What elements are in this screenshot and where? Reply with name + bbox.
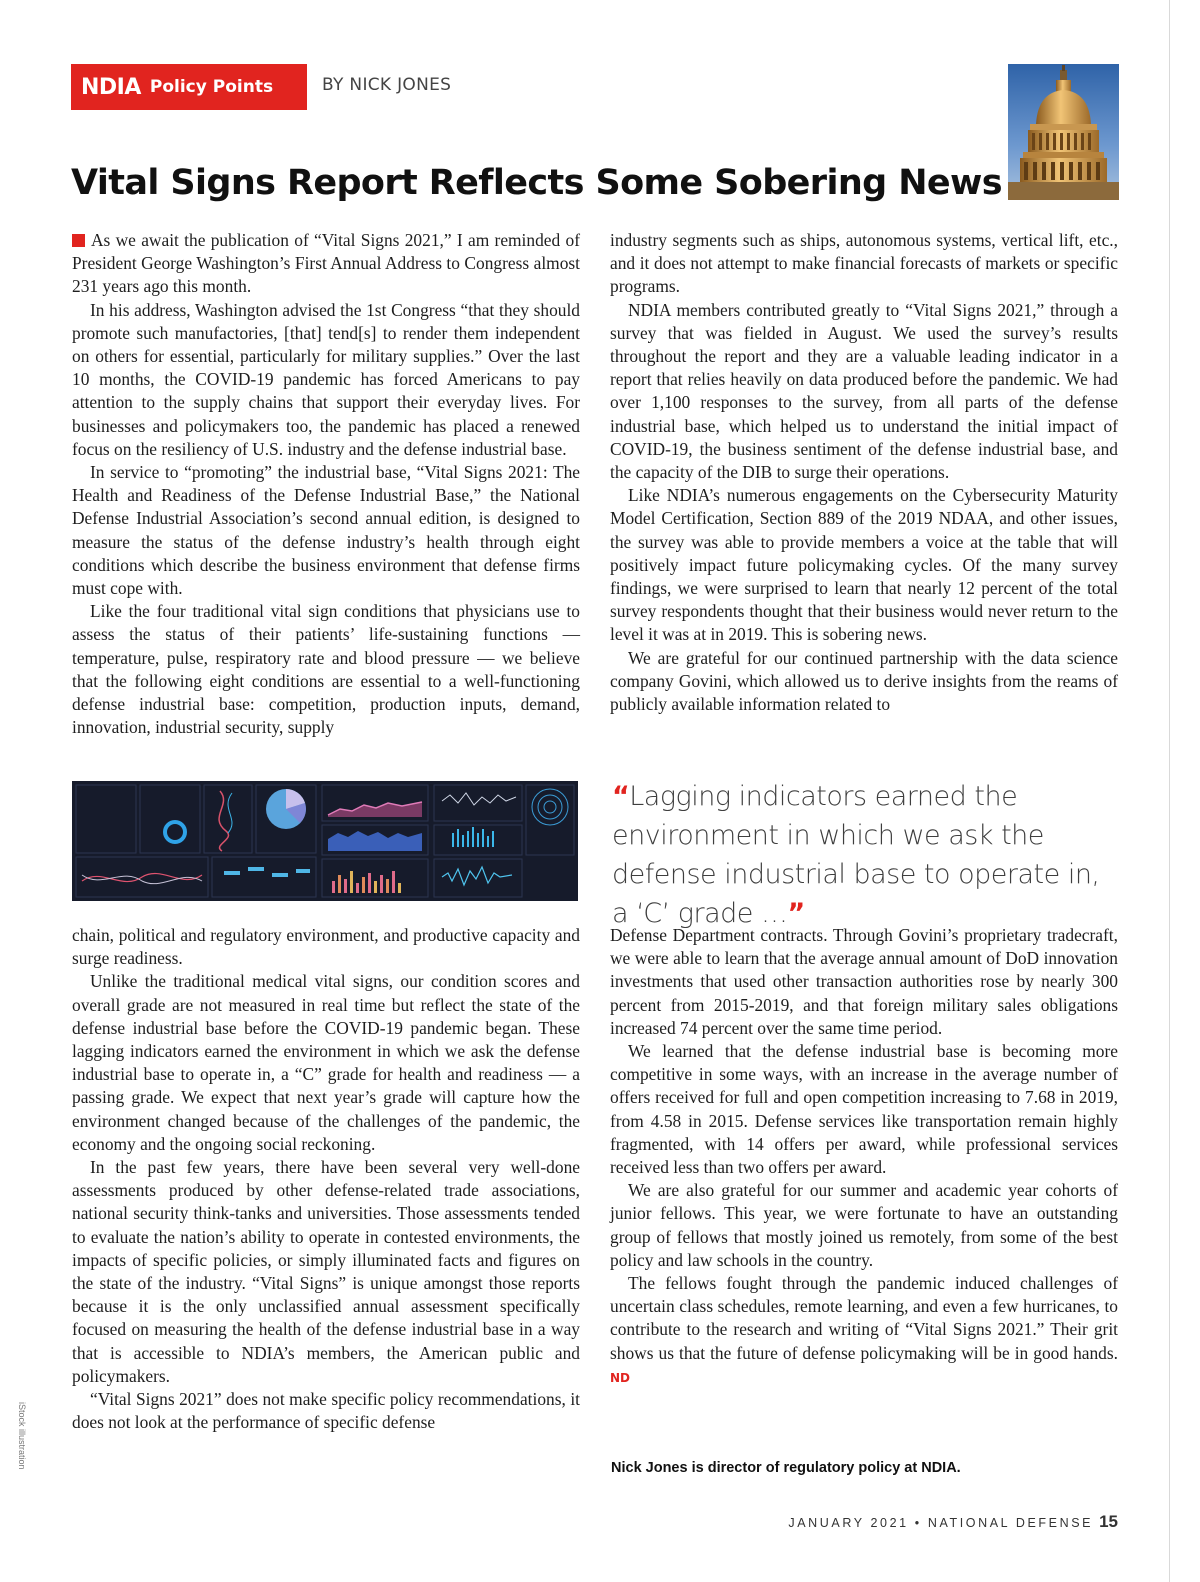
paragraph: “Vital Signs 2021” does not make specific policy recommendations, it does not look at the performance of specific defense (72, 1389, 580, 1433)
column-2 (610, 229, 1118, 716)
paragraph: Like the four traditional vital sign conditions that physicians use to assess the status of their patients’ life-sustaining functions — temperature, pulse, respiratory rate and blood pressure — we believe that the following eight conditions are essential to a well-functioning defense industrial base: competition, production inputs, demand, innovation, industrial security, supply (72, 601, 580, 738)
quote-open-mark: “ (612, 781, 630, 812)
paragraph: In service to “promoting” the industrial base, “Vital Signs 2021: The Health and Readiness of the Defense Industrial Base,” the National Defense Industrial Association’s second annual edition, is designed to measure the status of the defense industry’s health through eight conditions which describe the business environment that defense firms must cope with. (72, 462, 580, 599)
column-3 (72, 924, 580, 1434)
paragraph: We learned that the defense industrial base is becoming more competitive in some ways, with an increase in the average number of offers received for full and open competition increasing to 7.68 in 2019, from 4.58 in 2015. Defense services like transportation remain highly fragmented, with 14 offers per award, while professional services received less than two offers per award. (610, 1041, 1118, 1178)
paragraph: chain, political and regulatory environment, and productive capacity and surge readiness. (72, 925, 580, 969)
paragraph (610, 1272, 1118, 1390)
page-footer (788, 1512, 1118, 1532)
paragraph: In his address, Washington advised the 1st Congress “that they should promote such manufactories, [that] tend[s] to render them independent on others for essential, particularly for military supplies.” Over the last 10 months, the COVID-19 pandemic has forced Americans to pay attention to the supply chains that support their everyday lives. For businesses and policymakers too, the pandemic has placed a renewed focus on the resiliency of U.S. industry and the defense industrial base. (72, 299, 580, 459)
paragraph: Unlike the traditional medical vital signs, our condition scores and overall grade are not measured in real time but reflect the state of the defense industrial base before the COVID-19 pandemic began. These lagging indicators earned the environment in which we ask the defense industrial base to operate in, a “C” grade for health and readiness — a passing grade. We expect that next year’s grade will capture how the environment changed because of the challenges of the pandemic, the economy and the ongoing social reckoning. (72, 971, 580, 1154)
ndia-logo: NDIA (81, 74, 141, 100)
column-4 (610, 924, 1118, 1390)
pull-quote (612, 777, 1112, 933)
paragraph: Defense Department contracts. Through Govini’s proprietary tradecraft, we were able to learn that the average annual amount of DoD innovation investments that used other transaction authorities rose by nearly 300 percent from 2015-2019, and that foreign military sales obligations increased 74 percent over the same time period. (610, 925, 1118, 1038)
photo-credit: iStock illustration (17, 1402, 27, 1470)
paragraph: In the past few years, there have been several very well-done assessments produced by other defense-related trade associations, national security think-tanks and universities. Those assessments tended to evaluate the nation’s ability to operate in contested environments, the impacts of specific policies, or simply illuminated facts and figures on the state of the industry. “Vital Signs” is unique amongst those reports because it is the only unclassified annual assessment specifically focused on measuring the health of the defense industrial base in a way that is accessible to NDIA’s members, the American public and policymakers. (72, 1157, 580, 1386)
pull-quote-text: Lagging indicators earned the environment in which we ask the defense industrial base to operate in, a ‘C’ grade … (612, 781, 1100, 929)
issue-label: JANUARY 2021 • NATIONAL DEFENSE (788, 1516, 1094, 1530)
capitol-dome-photo (1008, 64, 1119, 200)
column-1 (72, 229, 580, 739)
page-edge (1169, 0, 1170, 1582)
paragraph-text: As we await the publication of “Vital Signs 2021,” I am reminded of President George Washington’s First Annual Address to Congress almost 231 years ago this month. (72, 230, 580, 297)
quote-close-mark: ” (787, 898, 805, 929)
paragraph: We are grateful for our continued partnership with the data science company Govini, which allowed us to derive insights from the reams of publicly available information related to (610, 647, 1118, 715)
paragraph: Like NDIA’s numerous engagements on the Cybersecurity Maturity Model Certification, Section 889 of the 2019 NDAA, and other issues, the survey was able to provide members a voice at the table that will positively impact future policymaking cycles. Of the many survey findings, we were surprised to learn that nearly 12 percent of the total survey respondents thought that their business would never return to the level it was at in 2019. This is sobering news. (610, 485, 1118, 645)
page-number: 15 (1099, 1512, 1118, 1531)
start-square-icon (72, 234, 85, 247)
section-label: Policy Points (149, 77, 274, 97)
byline: BY NICK JONES (322, 75, 452, 95)
section-badge (71, 64, 307, 110)
paragraph (72, 229, 580, 299)
dashboard-illustration (72, 781, 578, 901)
headline: Vital Signs Report Reflects Some Sobering News (71, 163, 1003, 203)
paragraph-text: The fellows fought through the pandemic induced challenges of uncertain class schedules, remote learning, and even a few hurricanes, to contribute to the research and writing of “Vital Signs 2021.” Their grit shows us that the future of defense policymaking will be in good hands. (610, 1273, 1118, 1363)
author-note: Nick Jones is director of regulatory policy at NDIA. (611, 1460, 961, 1476)
paragraph: We are also grateful for our summer and academic year cohorts of junior fellows. This year, we were fortunate to have an outstanding group of fellows that mostly joined us remotely, from some of the best policy and law schools in the country. (610, 1180, 1118, 1270)
end-mark: ND (610, 1370, 631, 1385)
paragraph: NDIA members contributed greatly to “Vital Signs 2021,” through a survey that was fielded in August. We used the survey’s results throughout the report and they are a valuable leading indicator in a report that relies heavily on data produced before the pandemic. We had over 1,100 responses to the survey, from all parts of the defense industrial base, which helped us to understand the initial impact of COVID-19, the business sentiment of the defense industrial base, and the capacity of the DIB to surge their operations. (610, 299, 1118, 483)
paragraph: industry segments such as ships, autonomous systems, vertical lift, etc., and it does not attempt to make financial forecasts of markets or specific programs. (610, 230, 1118, 297)
